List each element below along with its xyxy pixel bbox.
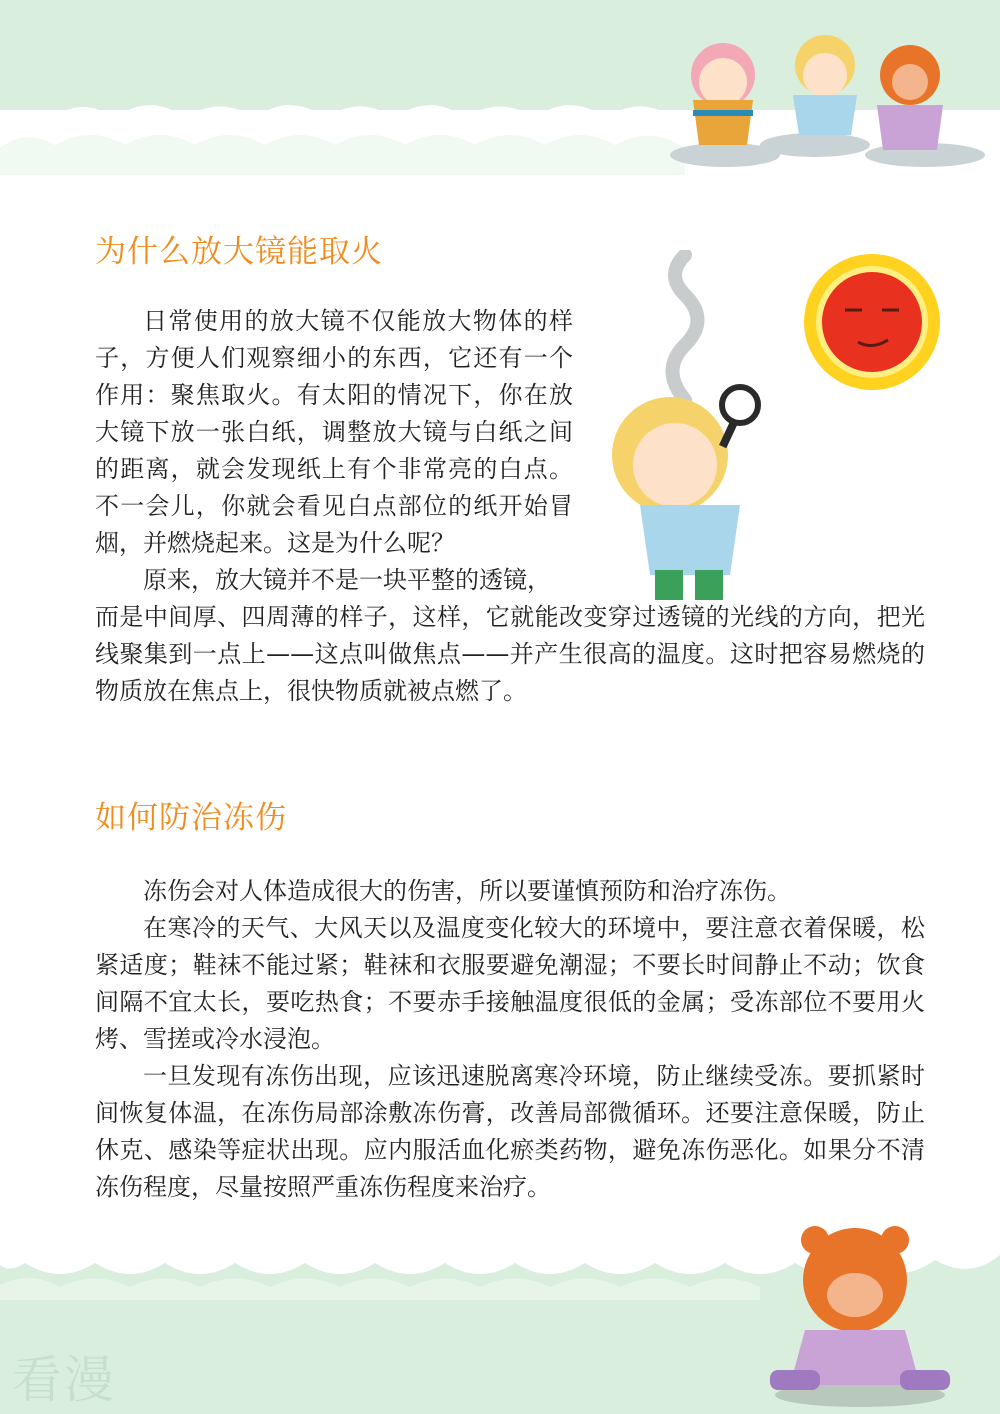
- paragraph: 在寒冷的天气、大风天以及温度变化较大的环境中，要注意衣着保暖，松紧适度；鞋袜不能过紧；鞋袜和衣服要避免潮湿；不要长时间静止不动；饮食间隔不宜太长，要吃热食；不要赤手接触温度很低的金属；受冻部位不要用火烤、雪搓或冷水浸泡。: [95, 914, 925, 1053]
- boy-with-magnifier-illustration: [590, 250, 790, 610]
- watermark-text: 看漫: [12, 1351, 116, 1409]
- paragraph: 一旦发现有冻伤出现，应该迅速脱离寒冷环境，防止继续受冻。要抓紧时间恢复体温，在冻伤局部涂敷冻伤膏，改善局部微循环。还要注意保暖，防止休克、感染等症状出现。应内服活血化瘀类药物，避免冻伤恶化。如果分不清冻伤程度，尽量按照严重冻伤程度来治疗。: [95, 1062, 925, 1201]
- section-title: 如何防治冻伤: [95, 800, 287, 836]
- paragraph: 冻伤会对人体造成很大的伤害，所以要谨慎预防和治疗冻伤。: [143, 877, 791, 905]
- paragraph: 日常使用的放大镜不仅能放大物体的样子，方便人们观察细小的东西，它还有一个作用：聚焦取火。有太阳的情况下，你在放大镜下放一张白纸，调整放大镜与白纸之间的距离，就会发现纸上有个非常亮的白点。不一会儿，你就会看见白点部位的纸开始冒烟，并燃烧起来。这是为什么呢？: [95, 307, 573, 557]
- section-frostbite: [95, 798, 925, 1206]
- section-title: 为什么放大镜能取火: [95, 234, 383, 270]
- bear-kid-sitting-illustration: [760, 1215, 960, 1410]
- three-shivering-kids-illustration: [665, 20, 1000, 170]
- paragraph: 原来，放大镜并不是一块平整的透镜，: [143, 566, 551, 594]
- paragraph: 而是中间厚、四周薄的样子，这样，它就能改变穿过透镜的光线的方向，把光线聚集到一点上——这点叫做焦点——并产生很高的温度。这时把容易燃烧的物质放在焦点上，很快物质就被点燃了。: [95, 603, 925, 705]
- sun-face-illustration: [800, 250, 945, 395]
